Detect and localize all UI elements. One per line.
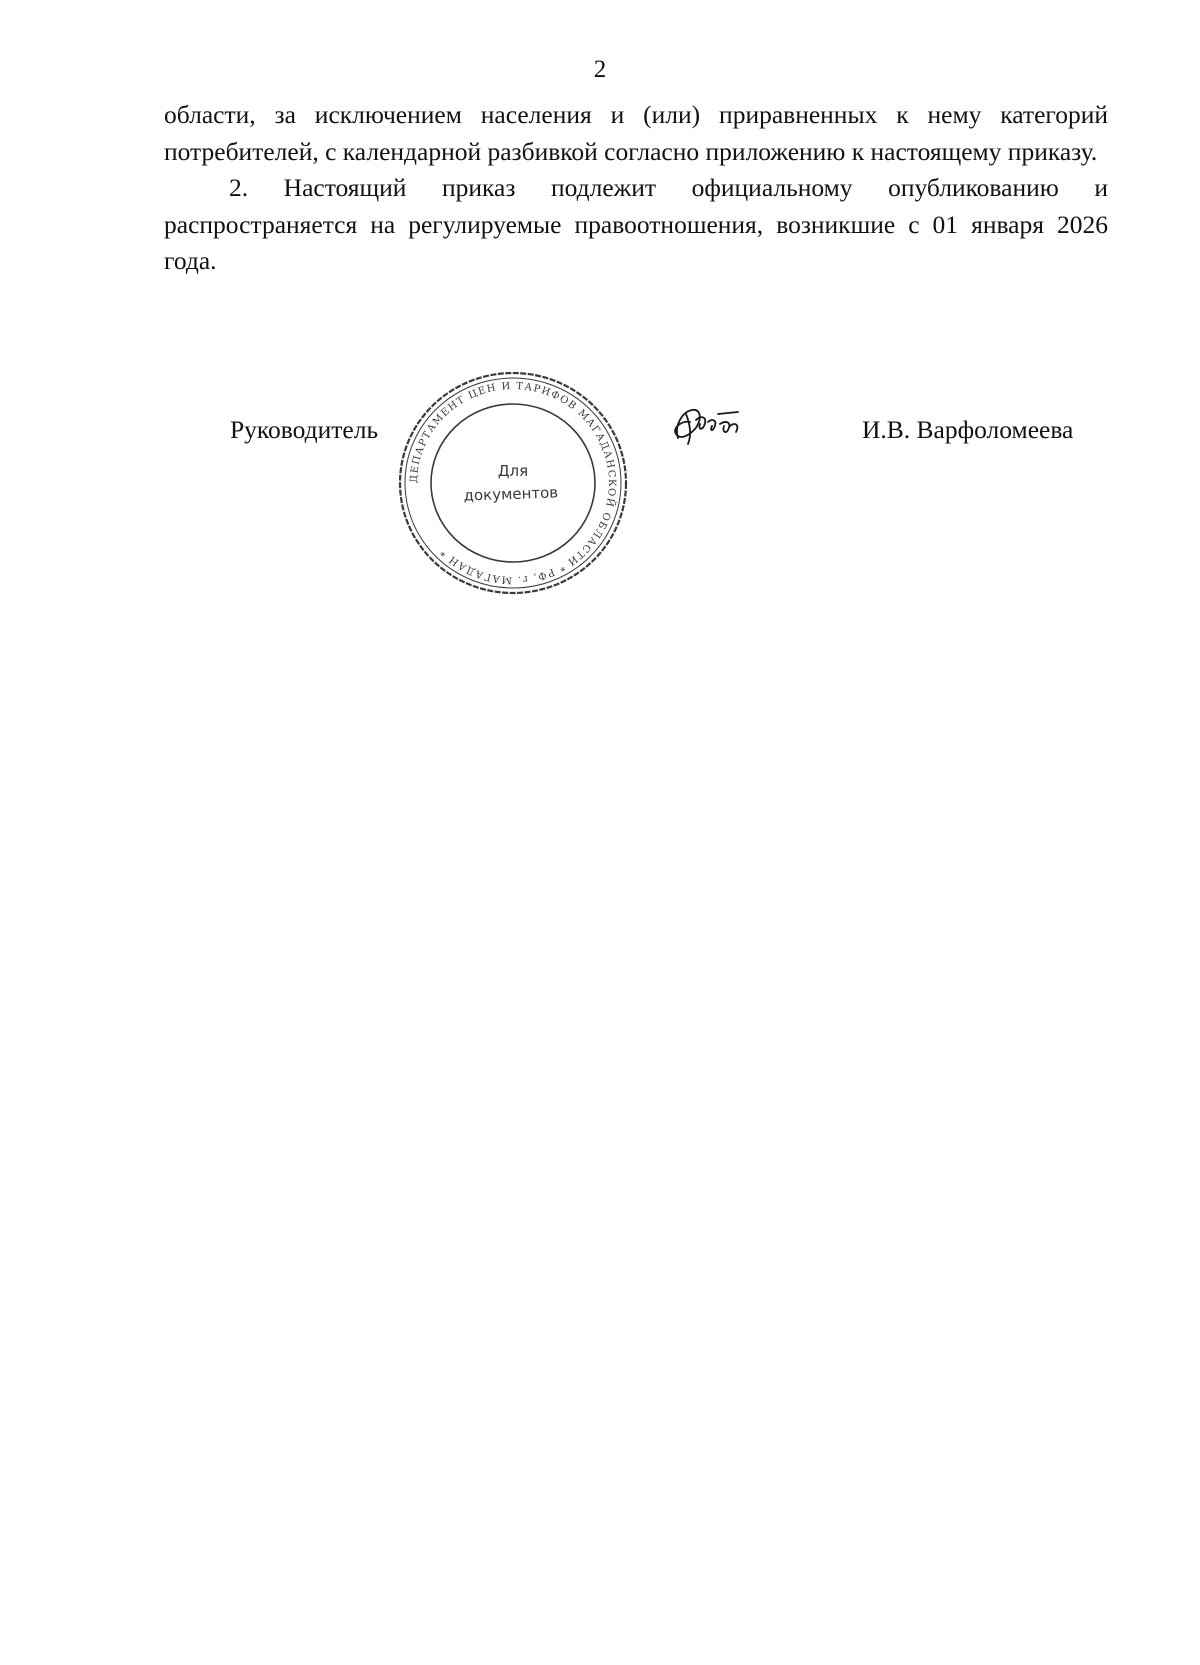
- stamp-center-line1: Для: [497, 462, 529, 480]
- signer-name: И.В. Варфоломеева: [862, 415, 1074, 444]
- stamp-outer-text: [409, 381, 617, 585]
- stamp-center-line2: документов: [463, 483, 559, 505]
- signature-stroke: [675, 410, 738, 444]
- official-stamp: [395, 368, 631, 598]
- signer-position: Руководитель: [230, 415, 379, 444]
- page-number: 2: [593, 56, 607, 83]
- document-body: [164, 97, 1108, 280]
- stamp-outer-textpath: ДЕПАРТАМЕНТ ЦЕН И ТАРИФОВ МАГАДАНСКОЙ ОБЛАСТИ * РФ, г. МАГАДАН *: [408, 380, 618, 586]
- paragraph-continuation: области, за исключением населения и (или) приравненных к нему категорий потребителей, с календарной разбивкой согласно приложению к настоящему приказу.: [164, 100, 1108, 166]
- paragraph-item-2: 2. Настоящий приказ подлежит официальному опубликованию и распространяется на регулируемые правоотношения, возникшие с 01 января 2026 года.: [164, 173, 1108, 275]
- handwritten-signature: [668, 400, 746, 452]
